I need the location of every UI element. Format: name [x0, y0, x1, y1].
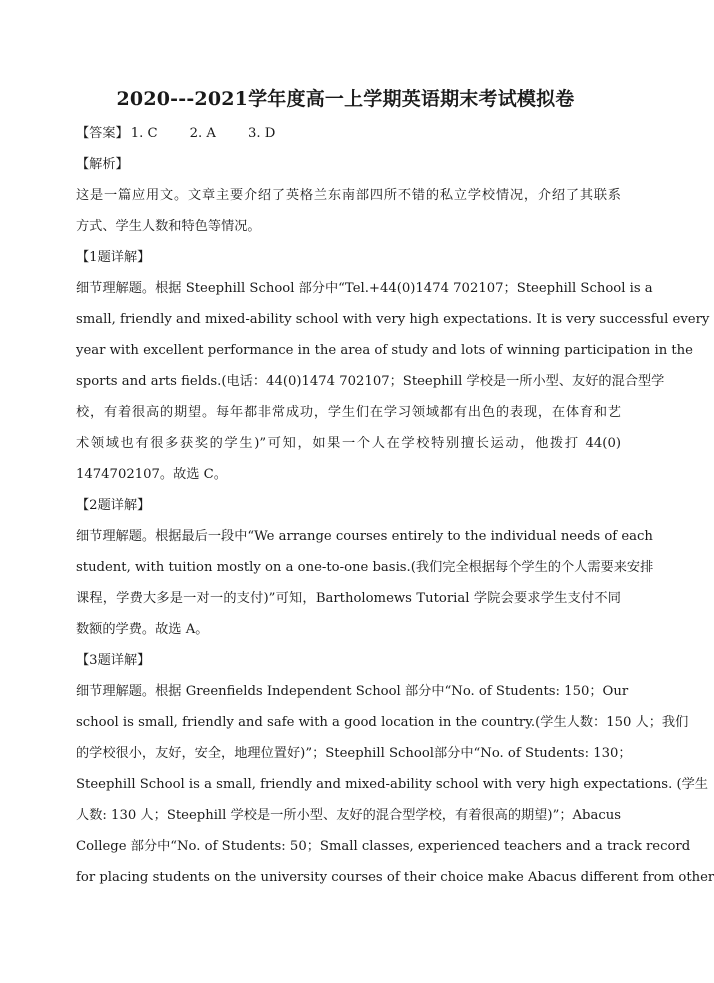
- answer-item-2: 2. A: [189, 126, 216, 141]
- answer-item-1: 1. C: [130, 126, 158, 141]
- q1-line: 校，有着很高的期望。每年都非常成功，学生们在学习领域都有出色的表现，在体育和艺: [76, 405, 621, 420]
- q3-line: 人数: 130 人；Steephill 学校是一所小型、友好的混合型学校，有着很高的期望)”；Abacus: [76, 808, 621, 823]
- q3-heading: 【3题详解】: [76, 653, 151, 668]
- q2-line: 课程，学费大多是一对一的支付)”可知，Bartholomews Tutorial 学院会要求学生支付不同: [76, 591, 621, 606]
- q3-line: Steephill School is a small, friendly and mixed-ability school with very high expectations. (学生: [76, 777, 708, 792]
- answer-item-3: 3. D: [247, 126, 276, 141]
- q2-line: student, with tuition mostly on a one-to-one basis.(我们完全根据每个学生的个人需要来安排: [76, 560, 654, 575]
- q2-line: 细节理解题。根据最后一段中“We arrange courses entirely to the individual needs of each: [76, 529, 653, 544]
- document-title: 2020---2021学年度高一上学期英语期末考试模拟卷: [116, 88, 575, 110]
- answer-line: [76, 118, 621, 149]
- q3-line: for placing students on the university courses of their choice make Abacus different from other: [76, 870, 714, 885]
- q1-line: 细节理解题。根据 Steephill School 部分中“Tel.+44(0)1474 702107；Steephill School is a: [76, 281, 653, 296]
- document-page: [76, 86, 714, 893]
- q1-line: sports and arts fields.(电话：44(0)1474 702107；Steephill 学校是一所小型、友好的混合型学: [76, 374, 665, 389]
- q3-line: 的学校很小，友好，安全，地理位置好)”；Steephill School部分中“No. of Students: 130；: [76, 746, 632, 761]
- q1-heading: 【1题详解】: [76, 250, 151, 265]
- q1-line: year with excellent performance in the area of study and lots of winning participation in the: [76, 343, 693, 358]
- q3-line: College 部分中“No. of Students: 50；Small classes, experienced teachers and a track record: [76, 839, 691, 854]
- q2-heading: 【2题详解】: [76, 498, 151, 513]
- q2-line: 数额的学费。故选 A。: [76, 622, 209, 637]
- q1-line: 术领域也有很多获奖的学生)”可知，如果一个人在学校特别擅长运动，他拨打 44(0): [76, 436, 621, 451]
- q3-line: 细节理解题。根据 Greenfields Independent School 部分中“No. of Students: 150；Our: [76, 684, 629, 699]
- q3-line: school is small, friendly and safe with a good location in the country.(学生人数：150 人；我们: [76, 715, 689, 730]
- analysis-heading: 【解析】: [76, 157, 129, 172]
- analysis-line: 这是一篇应用文。文章主要介绍了英格兰东南部四所不错的私立学校情况，介绍了其联系: [76, 188, 621, 203]
- analysis-line: 方式、学生人数和特色等情况。: [76, 219, 261, 234]
- answer-label: 【答案】: [76, 126, 129, 141]
- q1-line: 1474702107。故选 C。: [76, 467, 227, 482]
- q1-line: small, friendly and mixed-ability school with very high expectations. It is very successful every: [76, 312, 710, 327]
